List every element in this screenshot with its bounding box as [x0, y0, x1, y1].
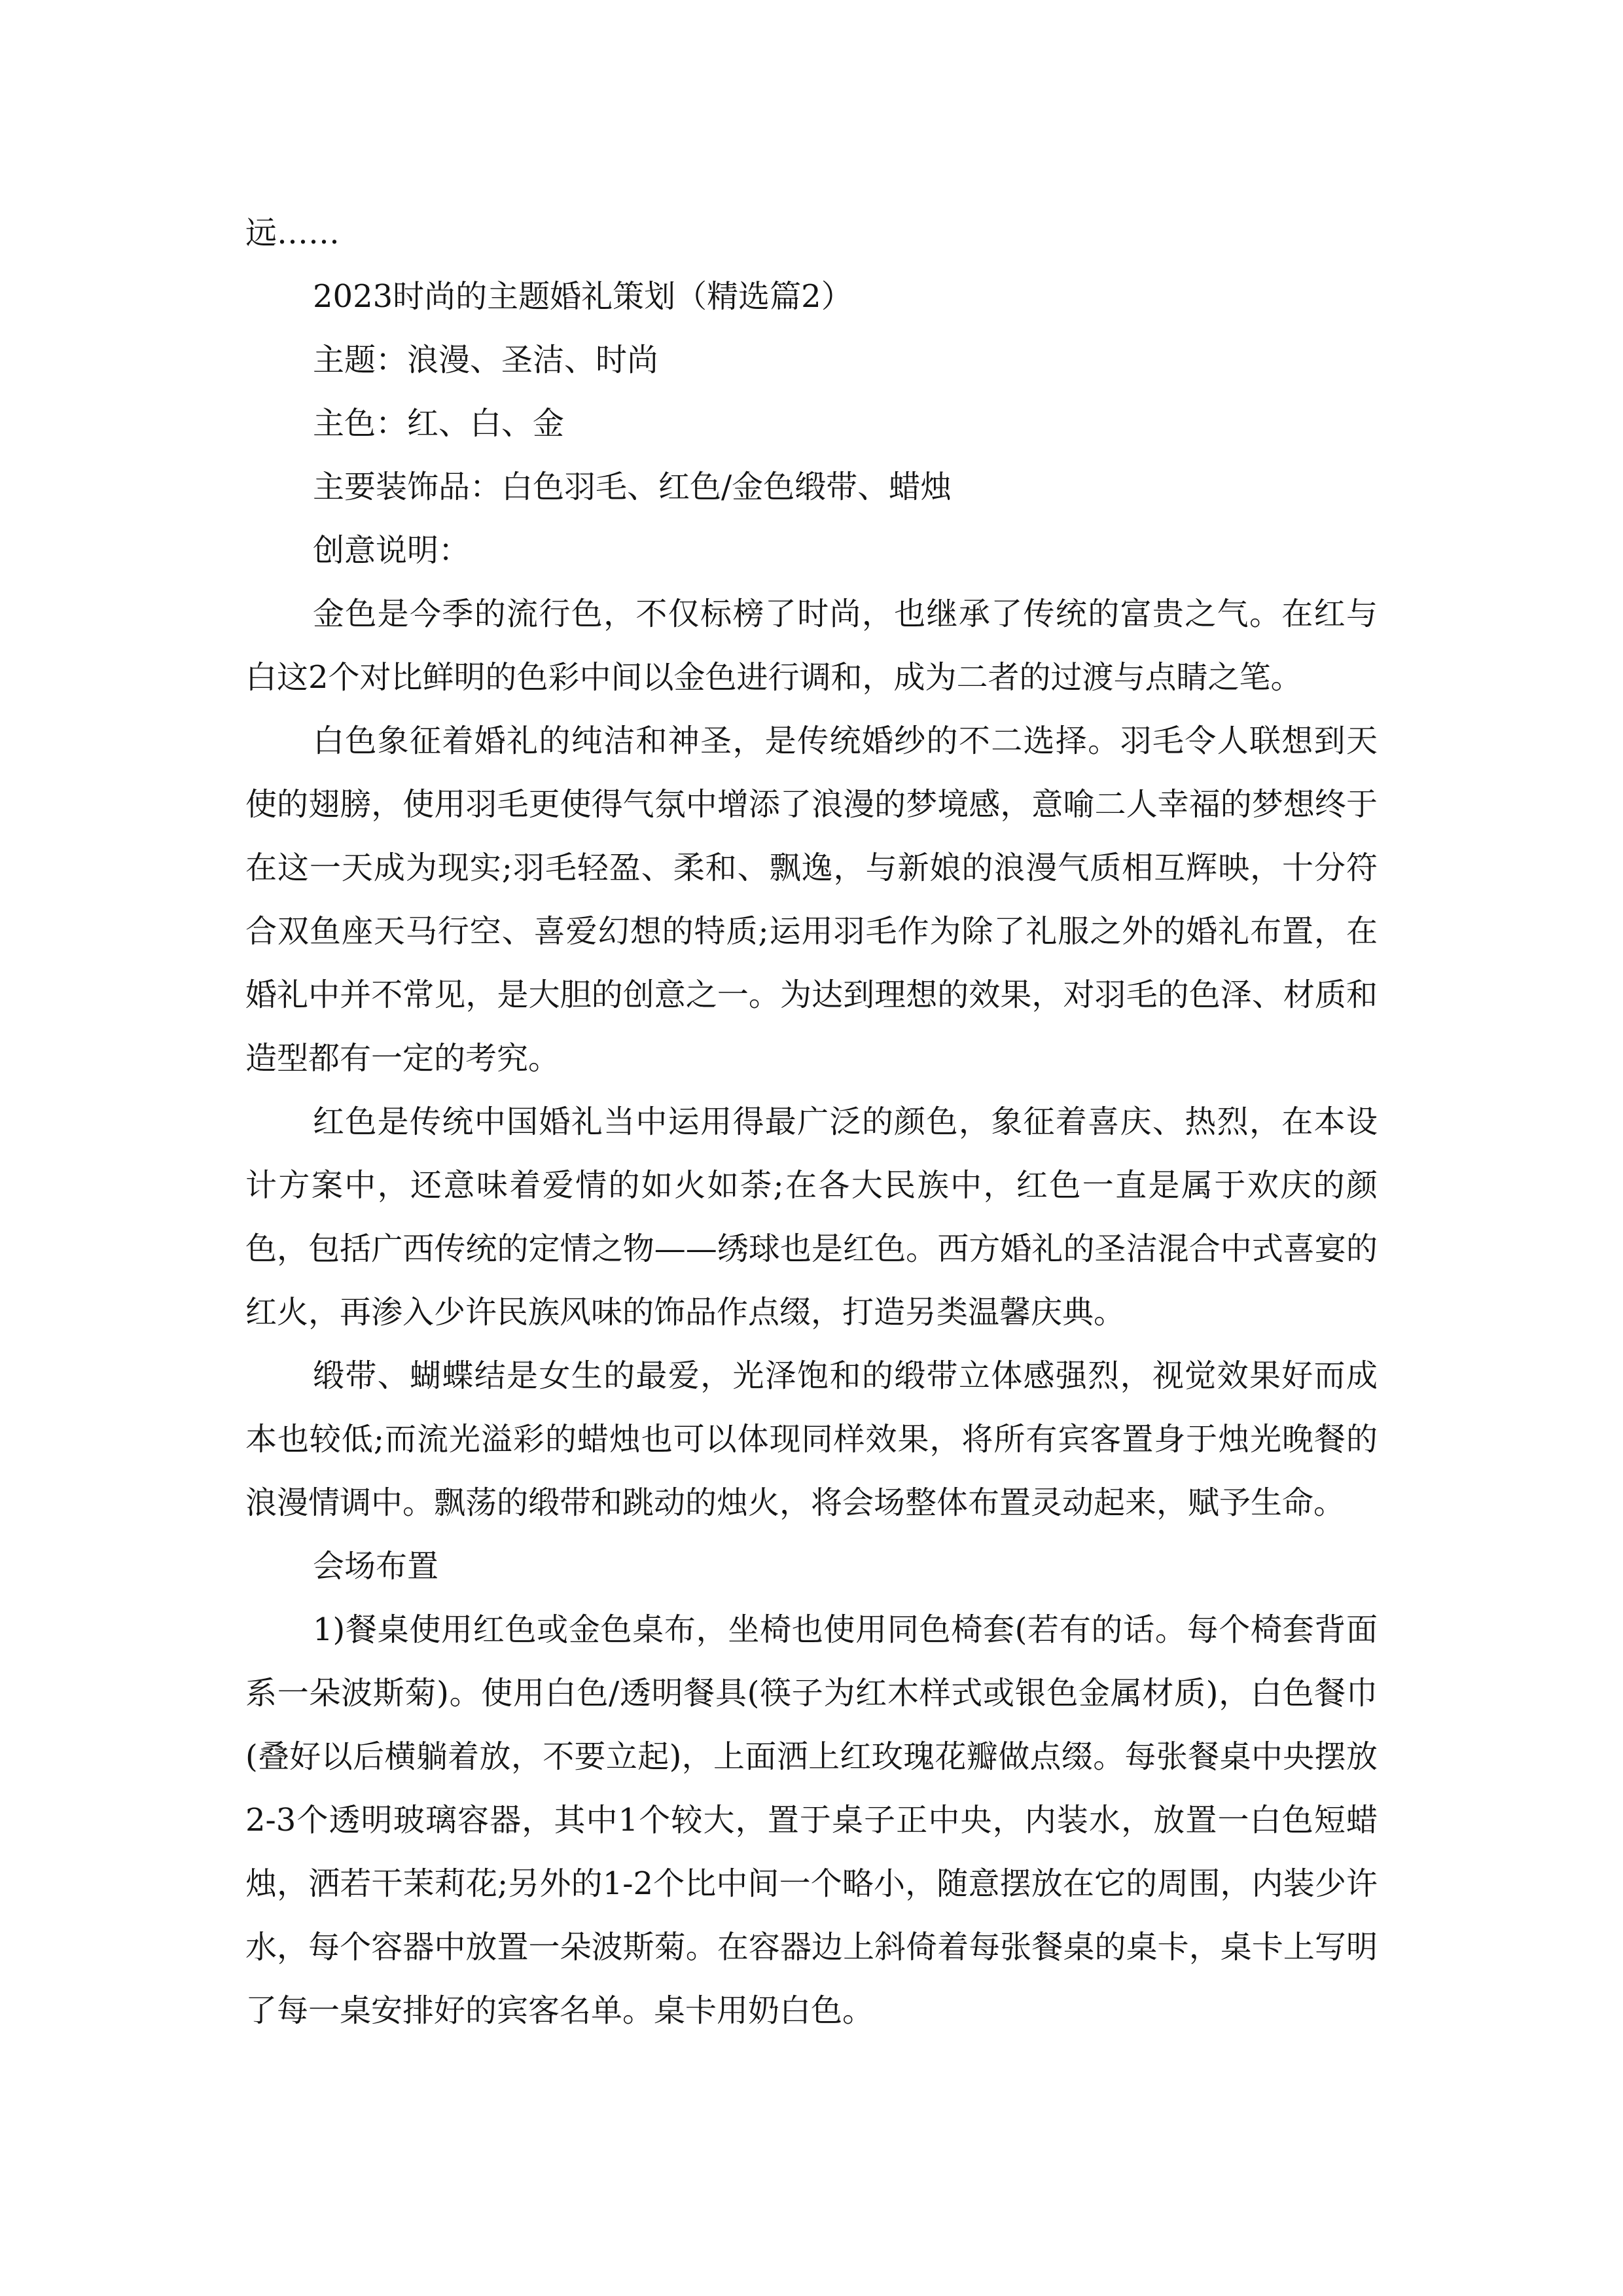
decorations-line: 主要装饰品：白色羽毛、红色/金色缎带、蜡烛 [313, 469, 952, 505]
paragraph-gold: 金色是今季的流行色，不仅标榜了时尚，也继承了传统的富贵之气。在红与白这2个对比鲜明的色彩中间以金色进行调和，成为二者的过渡与点睛之笔。 [245, 596, 1378, 696]
main-colors-line: 主色：红、白、金 [313, 405, 565, 442]
paragraph-red: 红色是传统中国婚礼当中运用得最广泛的颜色，象征着喜庆、热烈，在本设计方案中，还意味着爱情的如火如荼;在各大民族中，红色一直是属于欢庆的颜色，包括广西传统的定情之物——绣球也是红色。西方婚礼的圣洁混合中式喜宴的红火，再渗入少许民族风味的饰品作点缀，打造另类温馨庆典。 [245, 1103, 1378, 1331]
paragraph-venue-tables: 1)餐桌使用红色或金色桌布，坐椅也使用同色椅套(若有的话。每个椅套背面系一朵波斯菊)。使用白色/透明餐具(筷子为红木样式或银色金属材质)，白色餐巾(叠好以后横躺着放，不要立起)，上面洒上红玫瑰花瓣做点缀。每张餐桌中央摆放2-3个透明玻璃容器，其中1个较大，置于桌子正中央，内装水，放置一白色短蜡烛，洒若干茉莉花;另外的1-2个比中间一个略小，随意摆放在它的周围，内装少许水，每个容器中放置一朵波斯菊。在容器边上斜倚着每张餐桌的桌卡，桌卡上写明了每一桌安排好的宾客名单。桌卡用奶白色。 [245, 1611, 1378, 2029]
document-page [245, 202, 1378, 2043]
theme-line: 主题：浪漫、圣洁、时尚 [313, 342, 659, 378]
continuation-text: 远…… [245, 215, 340, 251]
paragraph-ribbons-candles: 缎带、蝴蝶结是女生的最爱，光泽饱和的缎带立体感强烈，视觉效果好而成本也较低;而流光溢彩的蜡烛也可以体现同样效果，将所有宾客置身于烛光晚餐的浪漫情调中。飘荡的缎带和跳动的烛火，将会场整体布置灵动起来，赋予生命。 [245, 1357, 1378, 1521]
paragraph-white-feathers: 白色象征着婚礼的纯洁和神圣，是传统婚纱的不二选择。羽毛令人联想到天使的翅膀，使用羽毛更使得气氛中增添了浪漫的梦境感，意喻二人幸福的梦想终于在这一天成为现实;羽毛轻盈、柔和、飘逸，与新娘的浪漫气质相互辉映，十分符合双鱼座天马行空、喜爱幻想的特质;运用羽毛作为除了礼服之外的婚礼布置，在婚礼中并不常见，是大胆的创意之一。为达到理想的效果，对羽毛的色泽、材质和造型都有一定的考究。 [245, 723, 1378, 1077]
section-heading: 2023时尚的主题婚礼策划（精选篇2） [313, 278, 853, 315]
creative-label: 创意说明： [313, 532, 471, 569]
venue-heading: 会场布置 [313, 1548, 439, 1585]
